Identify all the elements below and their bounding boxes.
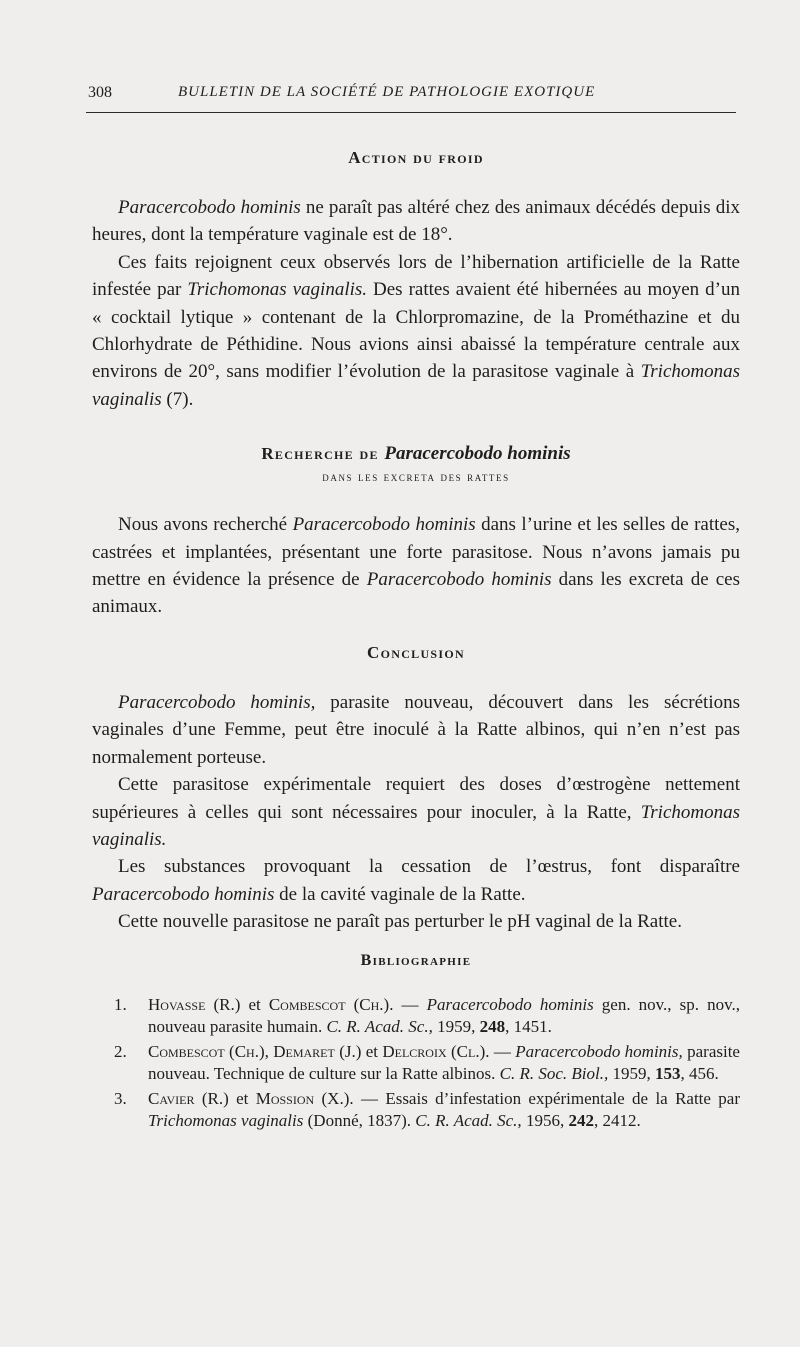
italic-text: C. R. Soc. Biol., <box>499 1064 609 1084</box>
volume-number: 248 <box>479 1017 506 1037</box>
text-run: (Donné, 1837). <box>303 1111 416 1131</box>
italic-text: Paracercobodo hominis, <box>515 1041 683 1061</box>
author-name: Ch <box>234 1041 255 1061</box>
text-run: , 1451. <box>505 1017 552 1037</box>
heading-recherche <box>92 443 740 465</box>
text-run: 1959, <box>432 1017 480 1037</box>
text-run: .). — <box>475 1041 516 1061</box>
text-run: , 2412. <box>593 1111 641 1131</box>
reference-list <box>92 994 740 1133</box>
text-run: dans les excreta de ces animaux. <box>92 569 740 618</box>
author-name: Combescot <box>268 994 346 1014</box>
heading-bibliographie: Bibliographie <box>360 951 472 969</box>
text-run: .), <box>254 1041 274 1061</box>
volume-number: 153 <box>654 1064 681 1084</box>
italic-text: Trichomonas vaginalis <box>92 361 740 410</box>
author-name: Delcroix <box>382 1041 447 1061</box>
text-run: ( <box>345 994 360 1014</box>
paragraph <box>92 194 740 249</box>
page-number: 308 <box>88 84 112 101</box>
volume-number: 242 <box>568 1111 594 1131</box>
paragraph <box>92 511 740 621</box>
italic-text: C. R. Acad. Sc., <box>326 1017 433 1037</box>
author-name: Cl <box>456 1041 476 1061</box>
header-divider <box>86 112 736 113</box>
text-run: Ces faits rejoignent ceux observés lors de l’hibernation artificielle de la Ratte infestée par <box>92 251 740 301</box>
author-name: Mossion <box>255 1088 315 1108</box>
italic-text: Paracercobodo hominis <box>366 569 552 591</box>
text-run: de la cavité vaginale de la Ratte. <box>274 883 526 905</box>
subheading-excreta: dans les excreta des rattes <box>322 469 510 485</box>
author-name: Hovasse <box>148 994 206 1014</box>
heading-recherche-species: Paracercobodo hominis <box>384 443 571 465</box>
italic-text: Trichomonas vaginalis. <box>92 801 740 850</box>
text-run: dans l’urine et les selles de rattes, castrées et implantées, présentant une forte parasitose. Nous n’avons jamais pu mettre en évidence la présence de <box>92 514 740 591</box>
italic-text: Paracercobodo hominis <box>292 514 476 536</box>
author-name: Combescot <box>148 1041 225 1061</box>
paragraph <box>92 853 740 908</box>
text-run: .). — <box>379 994 427 1014</box>
reference-item <box>92 1041 740 1086</box>
page-header <box>86 80 736 108</box>
paragraph <box>92 249 740 413</box>
text-run: Nous avons recherché <box>118 514 293 536</box>
italic-text: Trichomonas vaginalis. <box>187 279 368 301</box>
text-run: (X.). — Essais d’infestation expérimentale de la Ratte par <box>314 1088 740 1108</box>
italic-text: C. R. Acad. Sc., <box>415 1111 522 1131</box>
text-run: Les substances provoquant la cessation de l’œstrus, font disparaître <box>118 856 740 878</box>
italic-text: Paracercobodo hominis <box>92 883 275 905</box>
text-run: parasite nouveau, découvert dans les sécrétions vaginales d’une Femme, peut être inoculé à la Ratte albinos, qui n’en n’est pas normalement porteuse. <box>92 691 740 768</box>
reference-item <box>92 994 740 1039</box>
text-run: (7). <box>161 388 194 410</box>
text-run: 1956, <box>521 1111 569 1131</box>
paragraph <box>92 908 740 935</box>
heading-action-du-froid: Action du froid <box>348 148 484 167</box>
heading-conclusion: Conclusion <box>367 642 465 662</box>
author-name: Cavier <box>148 1088 195 1108</box>
paragraph <box>92 689 740 771</box>
reference-number: 1. <box>114 994 127 1014</box>
text-run: parasite nouveau. Technique de culture sur la Ratte albinos. <box>148 1041 740 1084</box>
text-run: 1959, <box>608 1064 655 1084</box>
text-run: Cette parasitose expérimentale requiert des doses d’œstrogène nettement supérieures à celles qui sont nécessaires pour inoculer, à la Ratte, <box>92 774 740 823</box>
text-run: ne paraît pas altéré chez des animaux décédés depuis dix heures, dont la température vaginale est de 18°. <box>92 197 740 246</box>
paragraph <box>92 771 740 853</box>
heading-recherche-prefix: Recherche de <box>261 444 385 464</box>
text-run: gen. nov., sp. nov., nouveau parasite humain. <box>148 994 740 1037</box>
italic-text: Paracercobodo hominis <box>118 197 301 218</box>
italic-text: Paracercobodo hominis, <box>118 691 316 713</box>
main-content <box>92 148 740 1135</box>
reference-item <box>92 1088 740 1133</box>
text-run: (R.) et <box>194 1088 256 1108</box>
reference-number: 3. <box>114 1088 127 1108</box>
running-title: BULLETIN DE LA SOCIÉTÉ DE PATHOLOGIE EXOTIQUE <box>178 84 596 100</box>
author-name: Demaret <box>273 1041 335 1061</box>
text-run: ( <box>224 1041 235 1061</box>
text-run: ( <box>446 1041 457 1061</box>
italic-text: Paracercobodo hominis <box>426 994 594 1014</box>
author-name: Ch <box>359 994 380 1014</box>
text-run: (J.) et <box>334 1041 383 1061</box>
text-run: Des rattes avaient été hibernées au moyen d’un « cocktail lytique » contenant de la Chlorpromazine, de la Prométhazine et du Chlorhydrate de Péthidine. Nous avions ainsi abaissé la température centrale aux environs de 20°, sans modifier l’évolution de la parasitose vaginale à <box>92 279 741 383</box>
reference-number: 2. <box>114 1041 127 1061</box>
text-run: Cette nouvelle parasitose ne paraît pas perturber le pH vaginal de la Ratte. <box>118 911 682 933</box>
italic-text: Trichomonas vaginalis <box>148 1111 304 1131</box>
text-run: , 456. <box>680 1064 719 1084</box>
text-run: (R.) et <box>205 994 269 1014</box>
